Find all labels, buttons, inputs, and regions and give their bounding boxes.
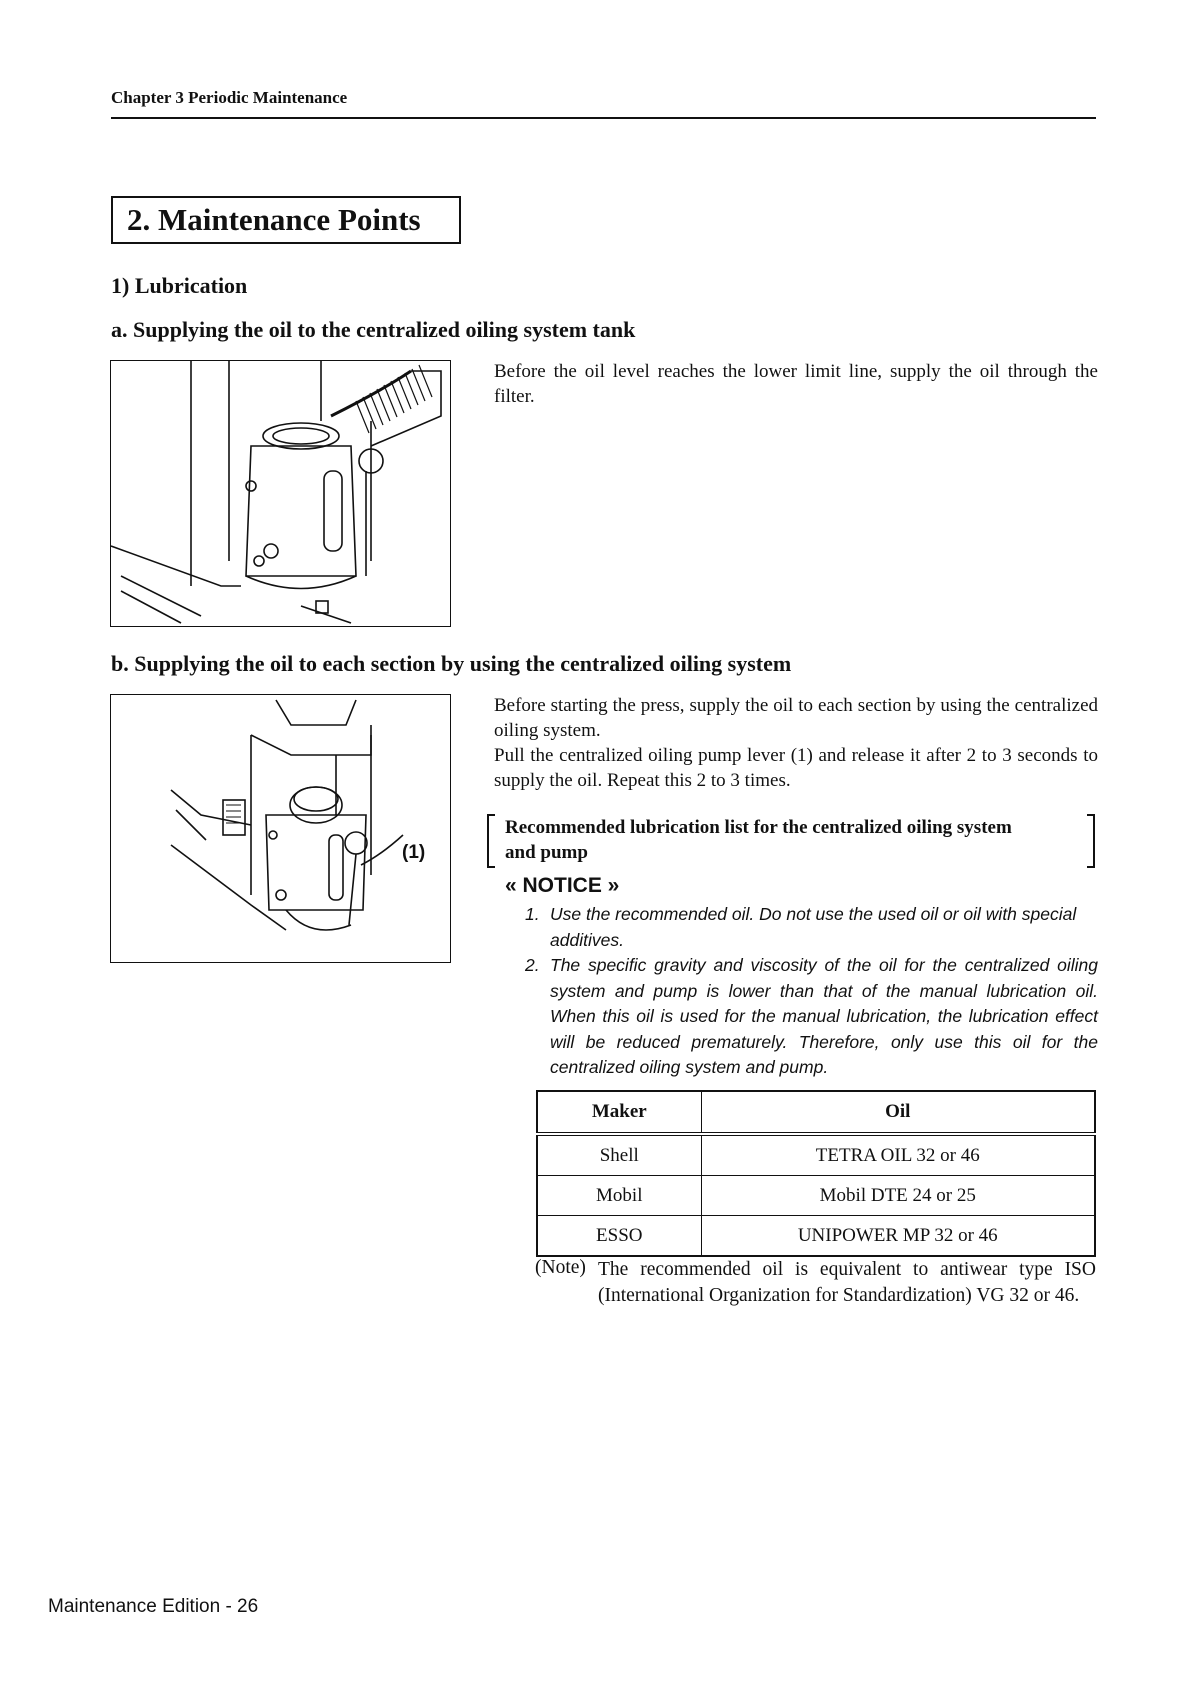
table-cell-maker: Mobil	[537, 1176, 701, 1216]
table-cell-maker: Shell	[537, 1134, 701, 1176]
lubrication-heading: 1) Lubrication	[111, 273, 248, 298]
note-label: (Note)	[535, 1257, 586, 1278]
left-bracket	[487, 814, 495, 868]
right-bracket	[1087, 814, 1095, 868]
section-title-box	[111, 196, 461, 244]
table-header-row	[537, 1091, 1095, 1134]
notice-title: « NOTICE »	[505, 874, 620, 897]
part-b-text-1: Before starting the press, supply the oil to each section by using the centralized oiling system.	[494, 695, 1098, 741]
part-b-text-2: Pull the centralized oiling pump lever (1) and release it after 2 to 3 seconds to supply the oil. Repeat this 2 to 3 times.	[494, 745, 1098, 791]
header-rule	[111, 117, 1096, 119]
table-cell-oil: UNIPOWER MP 32 or 46	[701, 1216, 1095, 1257]
notice-item-text: Use the recommended oil. Do not use the used oil or oil with special additives.	[550, 904, 1077, 950]
table-header-maker: Maker	[537, 1091, 701, 1134]
table-row	[537, 1176, 1095, 1216]
oil-tank-figure	[110, 360, 451, 627]
table-row	[537, 1134, 1095, 1176]
part-a-text: Before the oil level reaches the lower limit line, supply the oil through the filter.	[494, 361, 1098, 407]
note-text: The recommended oil is equivalent to antiwear type ISO (International Organization for Standardization) VG 32 or 46.	[598, 1259, 1096, 1306]
oiling-pump-illustration	[111, 695, 450, 962]
notice-item-number: 2.	[525, 955, 540, 975]
part-b-heading: b. Supplying the oil to each section by using the centralized oiling system	[111, 651, 792, 676]
oiling-pump-figure	[110, 694, 451, 963]
section-title: 2. Maintenance Points	[127, 202, 421, 237]
recommend-title-line2: and pump	[505, 842, 588, 863]
notice-item-number: 1.	[525, 904, 540, 924]
part-a-heading: a. Supplying the oil to the centralized oiling system tank	[111, 317, 636, 342]
table-cell-maker: ESSO	[537, 1216, 701, 1257]
chapter-header: Chapter 3 Periodic Maintenance	[111, 88, 348, 107]
table-row	[537, 1216, 1095, 1257]
oil-table	[536, 1090, 1096, 1257]
table-cell-oil: Mobil DTE 24 or 25	[701, 1176, 1095, 1216]
table-cell-oil: TETRA OIL 32 or 46	[701, 1134, 1095, 1176]
oil-tank-illustration	[111, 361, 450, 626]
notice-item-text: The specific gravity and viscosity of the oil for the centralized oiling system and pump is lower than that of the manual lubrication oil. When this oil is used for the manual lubrication, the lubrication effect will be reduced prematurely. Therefore, only use this oil for the centralized oiling system and pump.	[550, 955, 1098, 1077]
lever-callout: (1)	[402, 842, 426, 863]
recommend-title-line1: Recommended lubrication list for the centralized oiling system	[505, 817, 1012, 838]
table-header-oil: Oil	[701, 1091, 1095, 1134]
page-footer: Maintenance Edition - 26	[48, 1596, 259, 1617]
